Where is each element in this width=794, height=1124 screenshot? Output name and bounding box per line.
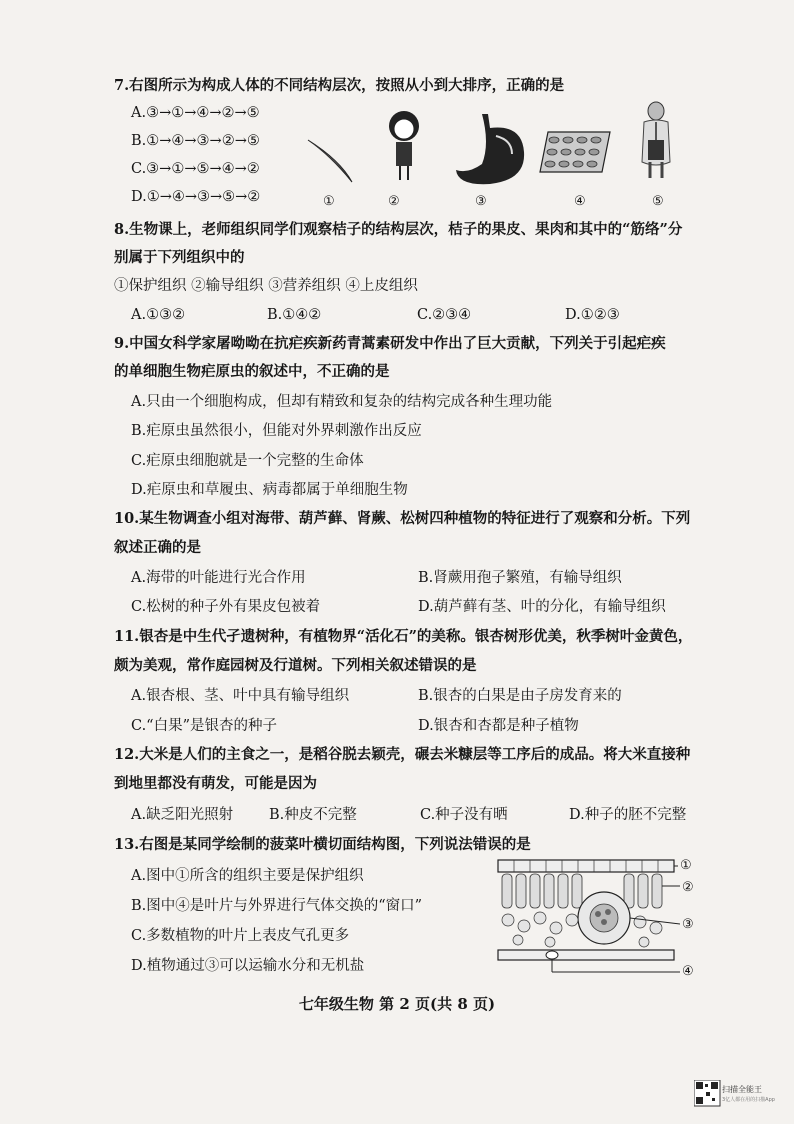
q8-option-b: B.①④②: [267, 307, 322, 323]
q8-stem-1: 8.生物课上，老师组织同学们观察桔子的结构层次，桔子的果皮、果肉和其中的“筋络”分: [114, 221, 683, 238]
q8-items: ①保护组织 ②输导组织 ③营养组织 ④上皮组织: [114, 278, 418, 294]
q12-stem-1: 12.大米是人们的主食之一，是稻谷脱去颖壳，碾去米糠层等工序后的成品。将大米直接种: [114, 746, 691, 763]
digestive-system-image: [642, 102, 670, 178]
q8-stem-2: 别属于下列组织中的: [114, 249, 245, 266]
q7-label-4: ④: [574, 194, 586, 209]
q7-option-d: D.①→④→③→⑤→②: [131, 189, 261, 205]
page-footer: 七年级生物 第 2 页(共 8 页): [298, 995, 496, 1013]
q12-option-b: B.种皮不完整: [269, 807, 357, 823]
q7-label-1: ①: [323, 194, 335, 209]
q10-option-c: C.松树的种子外有果皮包被着: [131, 599, 321, 615]
q13-label-3: ③: [682, 917, 694, 932]
q7-option-c: C.③→①→⑤→④→②: [131, 161, 260, 177]
girl-image: [389, 111, 419, 180]
q9-option-c: C.疟原虫细胞就是一个完整的生命体: [131, 453, 364, 469]
q12-option-d: D.种子的胚不完整: [569, 807, 687, 823]
q13-label-2: ②: [682, 880, 694, 895]
q8-option-a: A.①③②: [131, 307, 186, 323]
q10-option-d: D.葫芦藓有茎、叶的分化，有输导组织: [418, 599, 666, 615]
q11-option-c: C.“白果”是银杏的种子: [131, 718, 278, 734]
q7-label-2: ②: [388, 194, 400, 209]
q11-option-b: B.银杏的白果是由子房发育来的: [418, 688, 622, 704]
q11-stem-2: 颇为美观，常作庭园树及行道树。下列相关叙述错误的是: [114, 657, 477, 674]
q13-option-c: C.多数植物的叶片上表皮气孔更多: [131, 928, 350, 944]
q13-option-d: D.植物通过③可以运输水分和无机盐: [131, 958, 365, 974]
q9-option-d: D.疟原虫和草履虫、病毒都属于单细胞生物: [131, 482, 408, 498]
q10-stem-1: 10.某生物调查小组对海带、葫芦藓、肾蕨、松树四种植物的特征进行了观察和分析。下列: [114, 510, 691, 527]
q8-option-d: D.①②③: [565, 307, 620, 323]
q7-label-5: ⑤: [652, 194, 664, 209]
q12-stem-2: 到地里都没有萌发，可能是因为: [114, 775, 317, 792]
q7-option-b: B.①→④→③→②→⑤: [131, 133, 260, 149]
muscle-cell-image: [308, 140, 352, 182]
q12-option-a: A.缺乏阳光照射: [131, 807, 234, 823]
q7-option-a: A.③→①→④→②→⑤: [131, 105, 260, 121]
q13-label-1: ①: [680, 858, 692, 873]
tissue-image: [540, 132, 610, 172]
q9-stem-2: 的单细胞生物疟原虫的叙述中，不正确的是: [114, 363, 390, 380]
q7-label-3: ③: [475, 194, 487, 209]
q13-stem: 13.右图是某同学绘制的菠菜叶横切面结构图，下列说法错误的是: [114, 836, 531, 853]
q10-option-b: B.肾蕨用孢子繁殖，有输导组织: [418, 570, 622, 586]
q7-stem: 7.右图所示为构成人体的不同结构层次，按照从小到大排序，正确的是: [114, 77, 565, 94]
leaf-cross-section-figure: [494, 856, 680, 976]
q10-option-a: A.海带的叶能进行光合作用: [131, 570, 306, 586]
q13-option-a: A.图中①所含的组织主要是保护组织: [131, 868, 364, 884]
q11-option-a: A.银杏根、茎、叶中具有输导组织: [131, 688, 350, 704]
q9-option-b: B.疟原虫虽然很小，但能对外界刺激作出反应: [131, 423, 422, 439]
q11-stem-1: 11.银杏是中生代孑遗树种，有植物界“活化石”的美称。银杏树形优美，秋季树叶金黄色，: [114, 628, 693, 645]
watermark-title: 扫描全能王: [722, 1085, 762, 1094]
q9-option-a: A.只由一个细胞构成，但却有精致和复杂的结构完成各种生理功能: [131, 394, 553, 410]
watermark-subtitle: 3亿人都在用的扫描App: [722, 1097, 775, 1103]
q9-stem-1: 9.中国女科学家屠呦呦在抗疟疾新药青蒿素研发中作出了巨大贡献，下列关于引起疟疾: [114, 335, 666, 352]
q13-label-4: ④: [682, 964, 694, 979]
q10-stem-2: 叙述正确的是: [114, 539, 201, 556]
q11-option-d: D.银杏和杏都是种子植物: [418, 718, 579, 734]
q12-option-c: C.种子没有晒: [420, 807, 508, 823]
q7-figure: [300, 100, 690, 192]
q8-option-c: C.②③④: [417, 307, 472, 323]
q13-option-b: B.图中④是叶片与外界进行气体交换的“窗口”: [131, 898, 423, 914]
stomach-image: [456, 114, 524, 184]
